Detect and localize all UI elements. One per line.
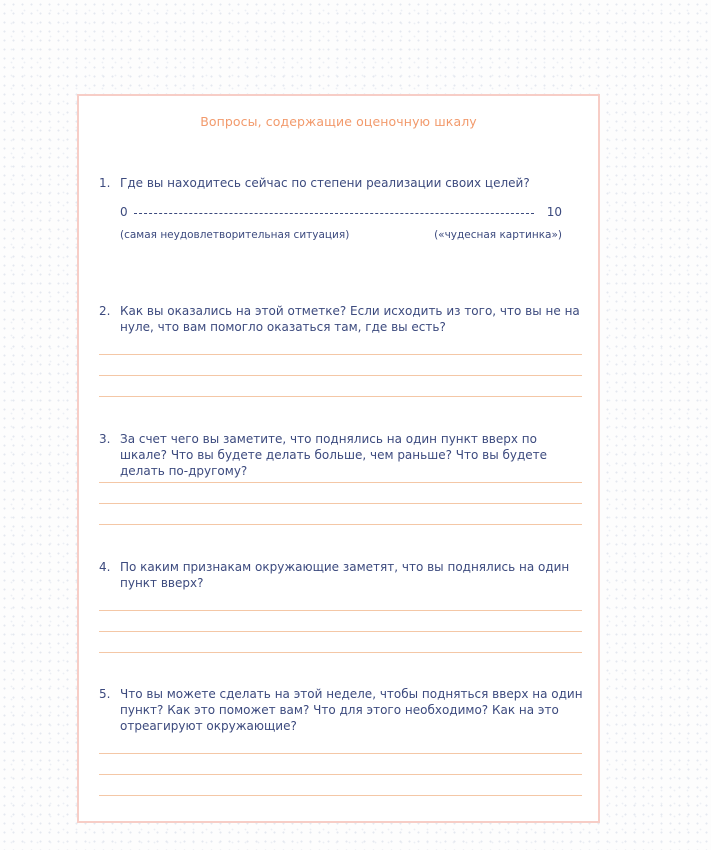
answer-line[interactable] xyxy=(99,524,582,525)
worksheet xyxy=(77,94,600,823)
question-4-text: По каким признакам окружающие заметят, что вы поднялись на один пункт вверх? xyxy=(120,560,570,590)
question-4 xyxy=(99,559,584,591)
question-5 xyxy=(99,686,584,734)
question-3 xyxy=(99,431,584,479)
scale-min-label: (самая неудовлетворительная ситуация) xyxy=(120,229,350,241)
question-2 xyxy=(99,303,584,335)
answer-line[interactable] xyxy=(99,774,582,775)
question-3-number: 3. xyxy=(99,432,111,446)
question-1-text: Где вы находитесь сейчас по степени реализации своих целей? xyxy=(120,176,530,190)
answer-line[interactable] xyxy=(99,631,582,632)
scale-min-value: 0 xyxy=(120,205,128,219)
question-4-number: 4. xyxy=(99,560,111,574)
worksheet-title: Вопросы, содержащие оценочную шкалу xyxy=(200,114,477,129)
question-3-text: За счет чего вы заметите, что поднялись на один пункт вверх по шкале? Что вы будете делать больше, чем раньше? Что вы будете делать по-другому? xyxy=(120,432,548,478)
answer-line[interactable] xyxy=(99,503,582,504)
scale-max-label: («чудесная картинка») xyxy=(434,229,562,241)
question-5-text: Что вы можете сделать на этой неделе, чтобы подняться вверх на один пункт? Как это поможет вам? Что для этого необходимо? Как на это отреагируют окружающие? xyxy=(120,687,583,733)
question-1 xyxy=(99,175,584,191)
scale-max-value: 10 xyxy=(546,205,562,219)
answer-line[interactable] xyxy=(99,610,582,611)
answer-line[interactable] xyxy=(99,375,582,376)
answer-line[interactable] xyxy=(99,795,582,796)
answer-line[interactable] xyxy=(99,652,582,653)
answer-line[interactable] xyxy=(99,396,582,397)
answer-line[interactable] xyxy=(99,482,582,483)
rating-scale xyxy=(120,205,562,221)
answer-line[interactable] xyxy=(99,753,582,754)
question-2-text: Как вы оказались на этой отметке? Если исходить из того, что вы не на нуле, что вам помогло оказаться там, где вы есть? xyxy=(120,304,580,334)
scale-labels xyxy=(120,229,562,245)
question-1-number: 1. xyxy=(99,176,111,190)
question-2-number: 2. xyxy=(99,304,111,318)
scale-dashed-line xyxy=(134,213,534,214)
question-5-number: 5. xyxy=(99,687,111,701)
answer-line[interactable] xyxy=(99,354,582,355)
